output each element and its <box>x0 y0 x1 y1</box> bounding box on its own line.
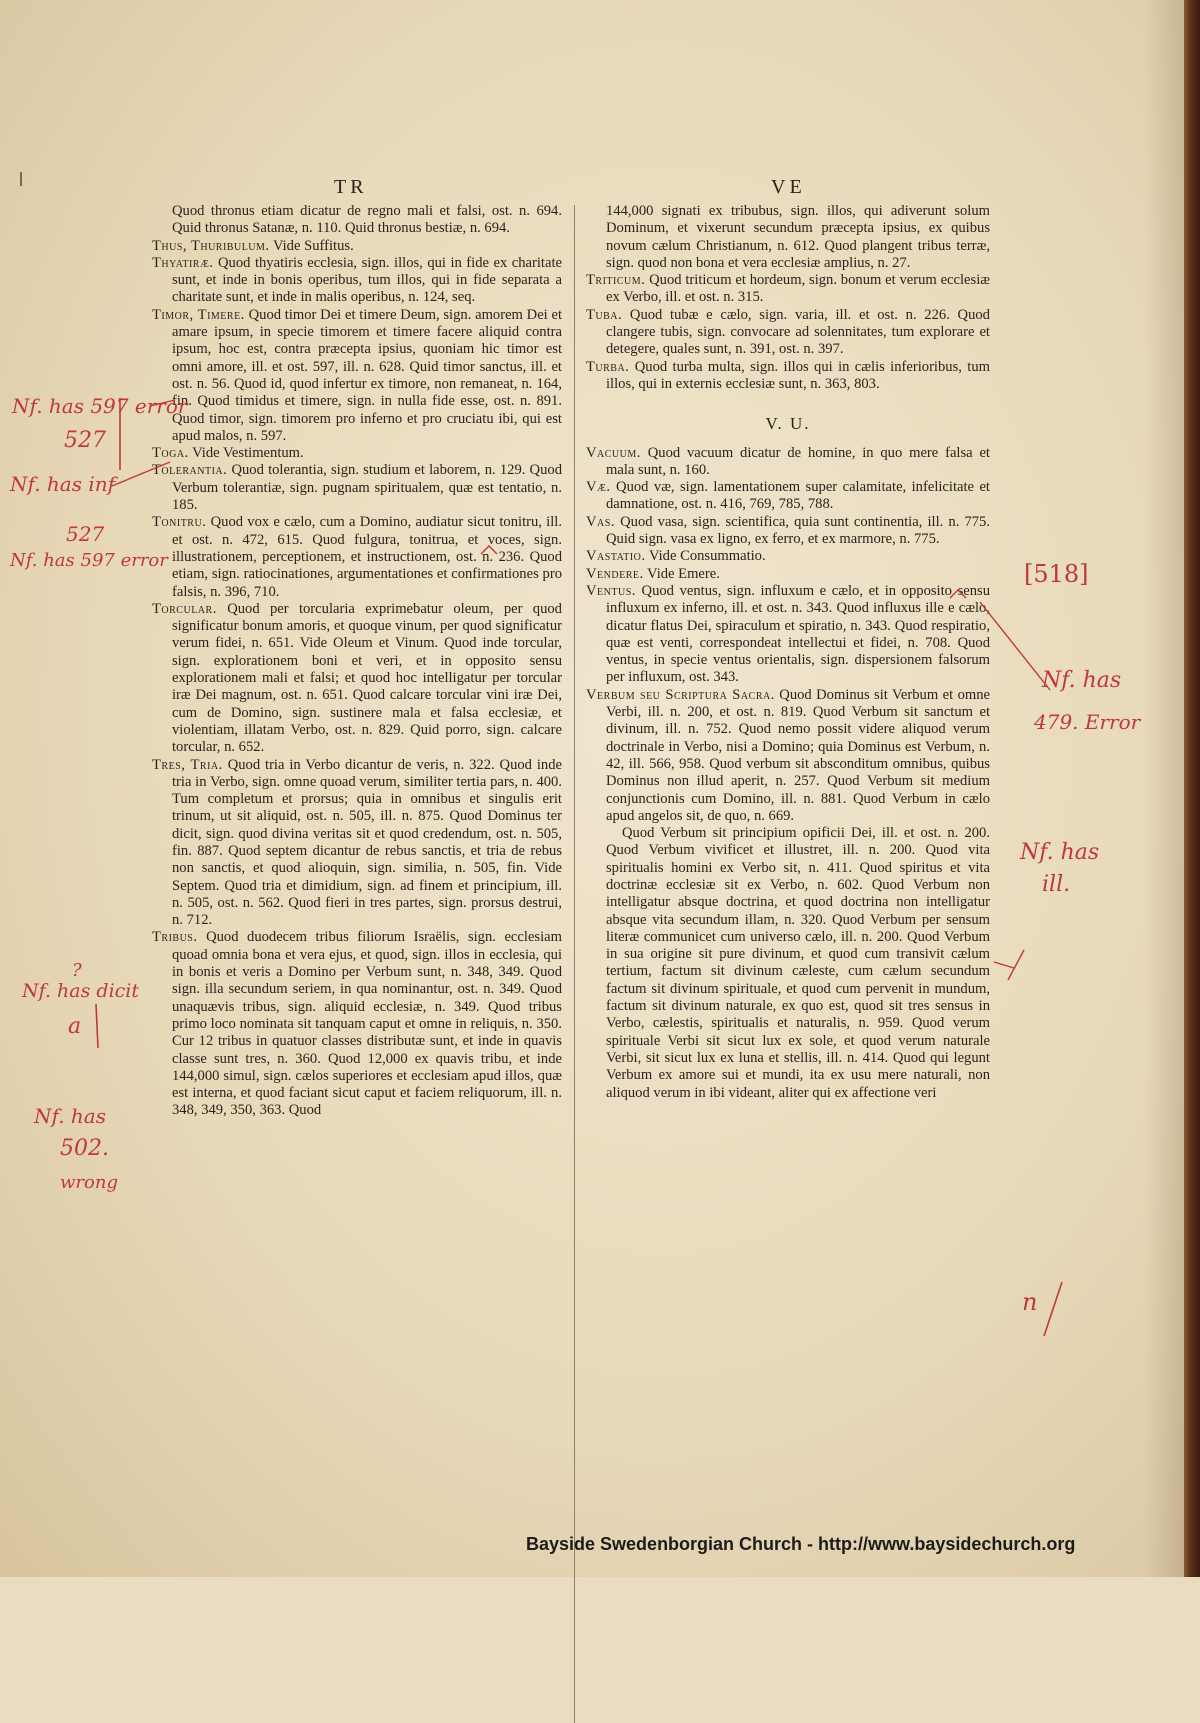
entry-headword: Verbum seu Scriptura Sacra. <box>586 686 775 703</box>
entry-text: Quod vasa, sign. scientifica, quia sunt continentia, ill. n. 775. Quid sign. vasa ex ligno, ex ferro, et ex marmore, n. 775. <box>606 513 990 548</box>
margin-note-12: [518] <box>1024 560 1089 588</box>
entry-text: Vide Consummatio. <box>648 548 766 565</box>
entry-text: Quod triticum et hordeum, sign. bonum et verum ecclesiæ ex Verbo, ill. et ost. n. 315. <box>606 272 990 306</box>
entry-headword: Timor, Timere. <box>152 306 245 323</box>
entry-text: 144,000 signati ex tribubus, sign. illos, qui adiverunt solum Dominum, et vixerunt secundum præcepta ipsius, ex quibus novum cælum Christianum, n. 612. Quod plangent tribus terræ, sign. quod non bona et vera ecclesiæ amplius, n. 27. <box>606 203 990 271</box>
entry-headword: Triticum. <box>586 272 646 289</box>
entry-headword: Thus, Thuribulum. <box>152 237 270 254</box>
annotation-line-5 <box>994 962 1014 968</box>
entry-headword: Vas. <box>586 513 615 530</box>
entry-text: Quod vacuum dicatur de homine, in quo mere falsa et mala sunt, n. 160. <box>606 444 990 478</box>
entry-text: Quod timor Dei et timere Deum, sign. amorem Dei et amare ipsum, in specie timorem et timere facere aliquid contra ipsum, hoc est, contra præcepta ipsius, quoniam hic timor est omni amore, ill. et ost. 597, ill. n. 628. Quid timor sanctus, ill. et ost. n. 56. Quod id, quod infertur ex timore, non remaneat, n. 164, fin. Quod timidus et timere, sign. in nulla fide esse, ost. n. 891. Quod timor, sign. timorem pro inferno et pro cruciatu ibi, qui est apud malos, n. 597. <box>172 306 563 444</box>
margin-note-13: Nf. has <box>1042 668 1122 693</box>
entry-headword: Toga. <box>152 445 189 462</box>
entry-text: Quod thyatiris ecclesia, sign. illos, qui in fide ex charitate sunt, et inde in bonis operibus, tum illos, qui in fide separata a charitate sunt, et inde in malis operibus, n. 124, seq. <box>172 254 562 306</box>
margin-note-10: 502. <box>60 1136 109 1161</box>
margin-note-1: Nf. has 597 error <box>12 394 188 418</box>
margin-note-9: Nf. has <box>34 1104 106 1128</box>
running-head-left: TR <box>334 176 368 198</box>
entry-headword: Tribus. <box>152 929 198 946</box>
margin-note-7: Nf. has dicit <box>22 980 140 1002</box>
entry-headword: Thyatiræ. <box>152 254 214 271</box>
source-watermark: Bayside Swedenborgian Church - http://www.baysidechurch.org <box>526 1534 1076 1554</box>
entry-text: Quod tria in Verbo dicantur de veris, n. 322. Quod inde tria in Verbo, sign. omne quoad verum, similiter tertia pars, n. 400. Tum completum et prorsus; quia in omnibus et singulis erit trinum, ut sit aliquid, ost. n. 505, ill. n. 875. Quod Dominus ter dicit, sign. quod divina veritas sit et quod credendum, ost. n. 505, fin. 887. Quod septem dicantur de rebus sanctis, et tria de rebus non sanctis, et quod alioquin, sign. similia, n. 505, fin. Vide Septem. Quod tria et dimidium, sign. ad finem et principium, ill. n. 505, ost. n. 562. Quod fieri in tres partes, sign. prorsus destrui, n. 712. <box>172 756 562 929</box>
annotation-caret-1 <box>481 546 497 554</box>
section-heading: V. U. <box>765 414 811 434</box>
entry-text: Vide Suffitus. <box>272 237 354 254</box>
margin-note-4: 527 <box>66 522 105 546</box>
entry-text: Quod vox e cælo, cum a Domino, audiatur sicut tonitru, ill. et ost. n. 472, 615. Quod fulgura, tonitrua, et voces, sign. illustrationem, perceptionem, et instructionem, ost. n. 236. Quod etiam, sign. ratiocinationes, argumentationes et confirmationes pro falsis, n. 396, 710. <box>172 514 562 600</box>
entry-headword: Væ. <box>586 479 611 496</box>
entry-text: Quod turba multa, sign. illos qui in cælis inferioribus, tum illos, qui in externis ecclesiæ sunt, n. 363, 803. <box>606 358 990 392</box>
entry-headword: Turba. <box>586 358 630 375</box>
margin-note-8: a <box>68 1014 82 1039</box>
entry-text: Vide Vestimentum. <box>192 445 304 462</box>
margin-note-14: 479. Error <box>1034 710 1141 734</box>
margin-note-16: ill. <box>1042 872 1071 897</box>
entry-headword: Torcular. <box>152 600 217 617</box>
entry-headword: Vendere. <box>586 565 644 582</box>
entry-text: Quod per torcularia exprimebatur oleum, per quod significatur bonum amoris, et quoque vinum, per quod significatur verum fidei, n. 651. Vide Oleum et Vinum. Quod inde torcular, sign. explorationem boni et veri, et in opposito sensu explorationem mali et falsi; et quod hoc intelligatur per torcular iræ Dei magnum, ost. n. 651. Quod calcare torcular vini iræ Dei, cum de Domino, sign. sustinere mala et falsa ecclesiæ, et violentiam, illatam Verbo, ost. n. 829. Quid porro, sign. calcare torcular, n. 652. <box>172 600 562 756</box>
entry-text: Quod thronus etiam dicatur de regno mali et falsi, ost. n. 694. Quid thronus Satanæ, n. 110. Quid thronus bestiæ, n. 694. <box>172 203 562 237</box>
entry-headword: Vastatio. <box>586 548 646 565</box>
margin-note-5: Nf. has 597 error <box>10 550 168 571</box>
margin-note-2: 527 <box>64 428 106 453</box>
entry-text: Quod tolerantia, sign. studium et laborem, n. 129. Quod Verbum tolerantiæ, sign. pugnam spiritualem, quæ est tentatio, n. 185. <box>172 462 562 514</box>
annotation-slash <box>1044 1282 1062 1336</box>
running-head-right: VE <box>771 176 806 198</box>
entry-text: Quod tubæ e cælo, sign. varia, ill. et ost. n. 226. Quod clangere tubis, sign. convocare ad solennitates, tum explorare et detegere, quales sunt, n. 391, ost. n. 397. <box>606 306 990 358</box>
margin-note-15: Nf. has <box>1020 840 1100 865</box>
entry-text: Quod duodecem tribus filiorum Israëlis, sign. ecclesiam quoad omnia bona et vera ejus, et quod, sign. illos in ecclesia, qui in bonis et veris a Domino per Verbum sunt, n. 348, 349. Quod sign. illa secundum seriem, in qua nominantur, ost. n. 349. Quod unaquævis tribus, sign. aliquid ecclesiæ, n. 349. Quod tribus primo loco nominata sit tanquam caput et omne in reliquis, n. 350. Cur 12 tribus in quatuor classes distributæ sunt, et inde in quavis classe sunt tres, n. 360. Quod 12,000 ex quavis tribu, et inde 144,000 simul, sign. cælos superiores et ecclesiam apud illos, quæ est interna, et quod faciant sicut caput et faciem reliquorum, ill. n. 348, 349, 350, 363. Quod <box>172 929 562 1119</box>
entry-text: Vide Emere. <box>647 565 720 582</box>
entry-headword: Tonitru. <box>152 514 207 531</box>
entry-text: Quod Verbum sit principium opificii Dei, ill. et ost. n. 200. Quod Verbum vivificet et illustret, ill. n. 200. Quod vita spiritualis homini ex Verbo sit, n. 411. Quod spiritus et vita doctrinæ ecclesiæ sit ex Verbo, n. 602. Quod Verbum non intelligatur absque doctrina, et quod doctrina non intelligatur absque vita secundum illam, n. 320. Quod Verbum per sensum literæ communicet cum universo cælo, ill. n. 200. Quod Verbum in sua origine sit pure divinum, et quod cum transivit cælum tertium, factum sit divinum cæleste, cum cælum secundum factum sit divinum spirituale, et quod cum pervenit in mundum, factum sit divinum naturale, ex quo est, quod sit tres sensus in Verbo, cælestis, spiritualis et naturalis, n. 959. Quod verum spirituale Verbi sit sicut lux ex sole, et quod verum naturale Verbi, sit sicut lux ex luna et stellis, ill. n. 414. Quod qui legunt Verbum ex amore sui et mundi, ita ex usu mere naturali, non aliquod verum in ibi videant, aliter qui ex affectione veri <box>606 825 990 1101</box>
annotation-line-3 <box>980 602 1050 690</box>
entry-headword: Tuba. <box>586 306 623 323</box>
entry-headword: Ventus. <box>586 582 636 599</box>
entry-headword: Vacuum. <box>586 444 641 461</box>
margin-note-17: n <box>1022 1288 1038 1316</box>
annotation-caret-2 <box>950 590 966 598</box>
entry-headword: Tolerantia. <box>152 462 228 479</box>
margin-note-6: ? <box>72 960 82 981</box>
entry-text: Quod ventus, sign. influxum e cælo, et in opposito sensu influxum ex inferno, ill. et ost. n. 343. Quod influxus ille e cælo, dicatur flatus Dei, spiraculum et spiratio, n. 343. Quod respiratio, quæ est venti, correspondeat intellectui et fidei, n. 708. Quod ventus, in specie ventus orientalis, sign. dispersionem falsorum per influxum, ost. 343. <box>606 582 990 686</box>
annotation-line-4 <box>1008 950 1024 980</box>
annotation-bracket-2 <box>96 1004 98 1048</box>
entry-text: Quod Dominus sit Verbum et omne Verbi, ill. n. 200, et ost. n. 819. Quod Verbum sit sanctum et divinum, ill. n. 752. Quod nemo possit videre aliquod verum doctrinale in Verbo, nisi a Domino; quia Dominus est Verbum, n. 42, ill. 566, 958. Quod verbum sit absconditum omnibus, quibus Dominus non illud aperit, n. 257. Quod Verbum sit medium conjunctionis cum Domino, ill. n. 881. Quod Verbum in cælo apud angelos sit, de quo, n. 669. <box>606 686 990 824</box>
margin-note-11: wrong <box>60 1172 118 1193</box>
entry-text: Quod væ, sign. lamentationem super calamitate, infelicitate et damnatione, ost. n. 416, 769, 785, 788. <box>606 479 990 513</box>
entry-headword: Tres, Tria. <box>152 756 223 773</box>
margin-note-3: Nf. has inf <box>10 472 116 496</box>
